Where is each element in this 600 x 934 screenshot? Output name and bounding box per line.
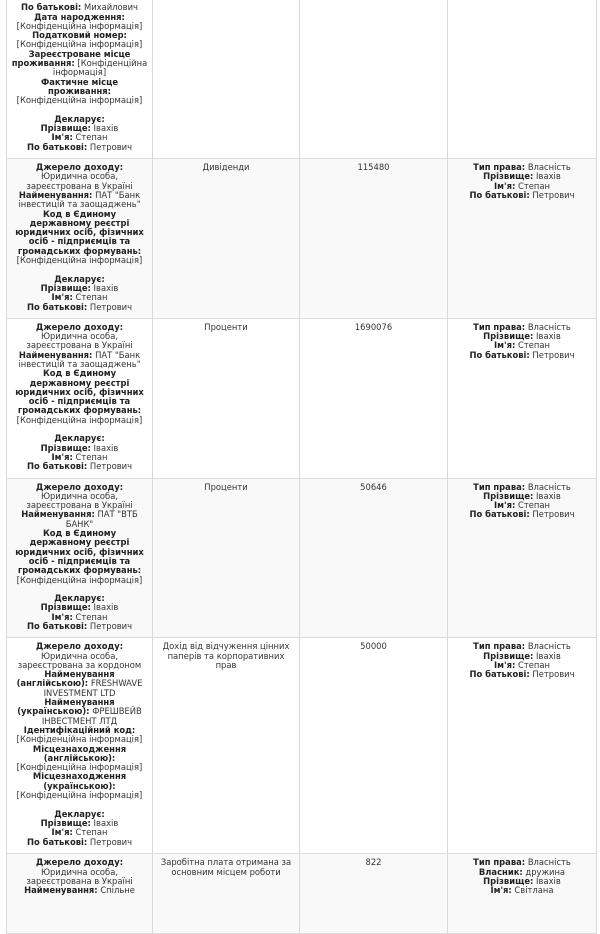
registered-residence-label: Зареєстроване місце проживання: xyxy=(11,48,131,69)
surname-label: Прізвище: xyxy=(40,282,91,293)
surname-label: Прізвище: xyxy=(483,490,534,501)
owner-cell xyxy=(448,318,597,478)
table-row xyxy=(7,854,597,934)
income-table xyxy=(6,0,597,934)
name-label: Ім'я: xyxy=(51,451,73,462)
patronymic-label: По батькові: xyxy=(26,461,88,472)
name-label: Ім'я: xyxy=(494,659,516,670)
source-label: Джерело доходу: xyxy=(35,857,124,868)
owner-patronymic-line xyxy=(452,510,592,519)
amount-cell xyxy=(300,318,448,478)
location-en-label: Місцезнаходження (англійською): xyxy=(32,743,127,763)
source-label: Джерело доходу: xyxy=(35,481,124,492)
source-label: Джерело доходу: xyxy=(35,321,124,332)
patronymic-value: Михайлович xyxy=(83,2,138,13)
source-type: Юридична особа, зареєстрована в Україні xyxy=(26,171,133,191)
declarant-name: Степан xyxy=(75,827,108,838)
owner-cell xyxy=(448,159,597,319)
owner-cell xyxy=(448,0,597,159)
declarant-surname: Івахів xyxy=(93,123,119,134)
table-row xyxy=(7,478,597,638)
right-type-label: Тип права: xyxy=(473,162,526,173)
edrpou-line xyxy=(11,369,148,425)
income-type: Проценти xyxy=(204,481,248,492)
declarant-name: Степан xyxy=(75,451,108,462)
actual-residence-label: Фактичне місце проживання: xyxy=(40,76,119,96)
location-uk-value: [Конфіденційна інформація] xyxy=(16,790,143,801)
income-type-cell xyxy=(153,0,300,159)
owner-name: Світлана xyxy=(514,885,554,896)
ident-code-value: [Конфіденційна інформація] xyxy=(16,734,143,745)
patronymic-label: По батькові: xyxy=(26,301,88,312)
amount-cell xyxy=(300,478,448,638)
owner-name: Степан xyxy=(517,500,550,511)
title-value: ПАТ "Банк інвестицій та заощаджень" xyxy=(18,349,141,369)
location-en-line xyxy=(11,745,148,773)
declarant-label: Декларує: xyxy=(54,433,105,444)
source-cell xyxy=(7,159,153,319)
declarant-surname: Івахів xyxy=(93,602,119,613)
owner-cell xyxy=(448,854,597,934)
table-row xyxy=(7,159,597,319)
owner-cell xyxy=(448,638,597,854)
location-uk-line xyxy=(11,772,148,800)
amount: 822 xyxy=(365,857,382,868)
title-line xyxy=(11,351,148,370)
title-label: Найменування: xyxy=(24,885,98,896)
owner-patronymic-line xyxy=(452,670,592,679)
amount-cell xyxy=(300,0,448,159)
title-value: ПАТ "Банк інвестицій та заощаджень" xyxy=(18,189,141,210)
owner-name: Степан xyxy=(517,180,550,191)
name-label: Ім'я: xyxy=(494,340,516,351)
name-label: Ім'я: xyxy=(51,611,73,622)
source-type: Юридична особа, зареєстрована за кордоном xyxy=(17,650,142,670)
source-cell xyxy=(7,318,153,478)
right-type-label: Тип права: xyxy=(473,321,526,332)
owner-surname: Івахів xyxy=(536,875,561,886)
surname-label: Прізвище: xyxy=(40,602,91,613)
owner-patronymic: Петрович xyxy=(532,669,575,680)
surname-label: Прізвище: xyxy=(483,875,534,886)
edrpou-label: Код в Єдиному державному реєстрі юридичних осіб, фізичних осіб - підприємців та громадських формувань: xyxy=(15,368,144,416)
title-en-value: FRESHWAVE INVESTMENT LTD xyxy=(43,678,143,698)
owner-relation: дружина xyxy=(525,866,566,877)
declarant-patronymic: Петрович xyxy=(89,301,133,312)
edrpou-value: [Конфіденційна інформація] xyxy=(16,414,143,425)
declarant-label: Декларує: xyxy=(54,113,105,124)
declarant-label: Декларує: xyxy=(54,273,105,284)
declarant-patronymic: Петрович xyxy=(89,836,133,847)
patronymic-label: По батькові: xyxy=(469,349,530,360)
income-type: Дивіденди xyxy=(202,162,250,173)
name-label: Ім'я: xyxy=(51,827,73,838)
tax-number-label: Податковий номер: xyxy=(32,30,127,41)
declarant-patronymic: Петрович xyxy=(89,621,133,631)
surname-label: Прізвище: xyxy=(40,817,91,828)
declarant-patronymic-line xyxy=(11,143,148,152)
declarant-surname: Івахів xyxy=(93,442,119,453)
source-cell xyxy=(7,638,153,854)
owner-surname: Івахів xyxy=(536,331,561,342)
registered-residence-line xyxy=(11,50,148,78)
ident-code-label: Ідентифікаційний код: xyxy=(23,724,136,735)
title-label: Найменування: xyxy=(18,349,93,360)
declarant-name: Степан xyxy=(75,611,108,622)
owner-label: Власник: xyxy=(478,866,523,877)
ident-code-line xyxy=(11,726,148,745)
title-value: Спільне xyxy=(100,885,135,896)
location-uk-label: Місцезнаходження (українською): xyxy=(32,771,127,791)
declarant-patronymic: Петрович xyxy=(89,461,133,472)
source-cell xyxy=(7,478,153,638)
declarant-patronymic-line xyxy=(11,462,148,471)
surname-label: Прізвище: xyxy=(483,171,534,182)
owner-cell xyxy=(448,478,597,638)
owner-surname: Івахів xyxy=(536,490,561,501)
edrpou-value: [Конфіденційна інформація] xyxy=(16,255,143,266)
right-type: Власність xyxy=(527,481,571,492)
income-type-cell xyxy=(153,478,300,638)
name-label: Ім'я: xyxy=(51,132,73,143)
source-type: Юридична особа, зареєстрована в Україні xyxy=(26,490,133,511)
declarant-surname: Івахів xyxy=(93,817,119,828)
title-en-label: Найменування (англійською): xyxy=(16,669,115,689)
patronymic-label: По батькові: xyxy=(26,141,88,152)
registered-residence-value: [Конфіденційна інформація] xyxy=(52,58,148,78)
patronymic-label: По батькові: xyxy=(21,2,82,13)
right-type: Власність xyxy=(527,162,571,173)
title-line xyxy=(11,886,148,895)
title-line xyxy=(11,510,148,529)
amount-cell xyxy=(300,854,448,934)
tax-number-value: [Конфіденційна інформація] xyxy=(16,39,143,50)
patronymic-label: По батькові: xyxy=(469,509,530,520)
edrpou-value: [Конфіденційна інформація] xyxy=(16,574,143,585)
declarant-label: Декларує: xyxy=(54,593,105,604)
title-label: Найменування: xyxy=(21,509,95,520)
declarant-name: Степан xyxy=(75,292,108,303)
income-type-cell xyxy=(153,854,300,934)
income-type-cell xyxy=(153,159,300,319)
declarant-label: Декларує: xyxy=(54,808,105,819)
amount-cell xyxy=(300,159,448,319)
amount: 50000 xyxy=(360,641,387,652)
table-row xyxy=(7,638,597,854)
edrpou-line xyxy=(11,529,148,585)
surname-label: Прізвище: xyxy=(40,442,91,453)
declarant-name: Степан xyxy=(75,132,108,143)
owner-surname: Івахів xyxy=(536,171,561,182)
owner-surname: Івахів xyxy=(536,650,561,661)
amount: 115480 xyxy=(357,162,390,173)
title-uk-label: Найменування (українською): xyxy=(17,697,115,717)
table-row xyxy=(7,0,597,159)
amount-cell xyxy=(300,638,448,854)
patronymic-label: По батькові: xyxy=(469,669,530,680)
title-label: Найменування: xyxy=(18,189,93,200)
owner-name: Степан xyxy=(517,340,550,351)
name-label: Ім'я: xyxy=(490,885,512,896)
income-type: Дохід від відчуження цінних паперів та корпоративних прав xyxy=(162,641,290,670)
table-row xyxy=(7,318,597,478)
title-value: ПАТ "ВТБ БАНК" xyxy=(65,509,138,529)
amount: 1690076 xyxy=(354,321,393,332)
declarant-surname: Івахів xyxy=(93,282,119,293)
owner-name: Степан xyxy=(517,659,550,670)
source-label: Джерело доходу: xyxy=(35,641,124,652)
location-en-value: [Конфіденційна інформація] xyxy=(16,762,143,773)
surname-label: Прізвище: xyxy=(483,331,534,342)
income-type-cell xyxy=(153,318,300,478)
title-en-line xyxy=(11,670,148,698)
source-cell xyxy=(7,0,153,159)
owner-patronymic: Петрович xyxy=(532,509,575,520)
source-cell xyxy=(7,854,153,934)
surname-label: Прізвище: xyxy=(483,650,534,661)
source-type: Юридична особа, зареєстрована в Україні xyxy=(26,866,133,886)
owner-patronymic: Петрович xyxy=(532,349,575,360)
right-type: Власність xyxy=(527,641,571,652)
edrpou-line xyxy=(11,210,148,266)
right-type-label: Тип права: xyxy=(473,481,526,492)
surname-label: Прізвище: xyxy=(40,123,91,134)
title-line xyxy=(11,191,148,210)
patronymic-label: По батькові: xyxy=(26,836,88,847)
name-label: Ім'я: xyxy=(51,292,73,303)
owner-patronymic-line xyxy=(452,351,592,360)
name-label: Ім'я: xyxy=(494,500,516,511)
birth-date-label: Дата народження: xyxy=(34,11,125,22)
owner-name-line xyxy=(452,886,592,895)
birth-date-value: [Конфіденційна інформація] xyxy=(16,20,143,31)
right-type: Власність xyxy=(527,857,571,868)
edrpou-label: Код в Єдиному державному реєстрі юридичних осіб, фізичних осіб - підприємців та громадських формувань: xyxy=(15,528,144,576)
actual-residence-line xyxy=(11,78,148,97)
patronymic-label: По батькові: xyxy=(469,189,530,200)
title-uk-value: ФРЕШВЕЙВ ІНВЕСТМЕНТ ЛТД xyxy=(41,706,142,726)
patronymic-label: По батькові: xyxy=(26,621,88,631)
actual-residence-value: [Конфіденційна інформація] xyxy=(16,95,143,106)
owner-patronymic-line xyxy=(452,191,592,200)
right-type: Власність xyxy=(527,321,571,332)
income-type: Проценти xyxy=(204,321,248,332)
declarant-patronymic-line xyxy=(11,838,148,847)
declarant-patronymic: Петрович xyxy=(89,141,133,152)
title-uk-line xyxy=(11,698,148,726)
owner-patronymic: Петрович xyxy=(532,189,575,200)
income-type-cell xyxy=(153,638,300,854)
source-label: Джерело доходу: xyxy=(35,162,124,173)
right-type-label: Тип права: xyxy=(473,857,526,868)
income-type: Заробітна плата отримана за основним місцем роботи xyxy=(160,857,292,877)
amount: 50646 xyxy=(360,481,387,492)
right-type-label: Тип права: xyxy=(473,641,526,652)
edrpou-label: Код в Єдиному державному реєстрі юридичних осіб, фізичних осіб - підприємців та громадських формувань: xyxy=(15,208,144,256)
source-type: Юридична особа, зареєстрована в Україні xyxy=(26,331,133,351)
declarant-patronymic-line xyxy=(11,303,148,312)
declarant-patronymic-line xyxy=(11,622,148,631)
name-label: Ім'я: xyxy=(494,180,516,191)
